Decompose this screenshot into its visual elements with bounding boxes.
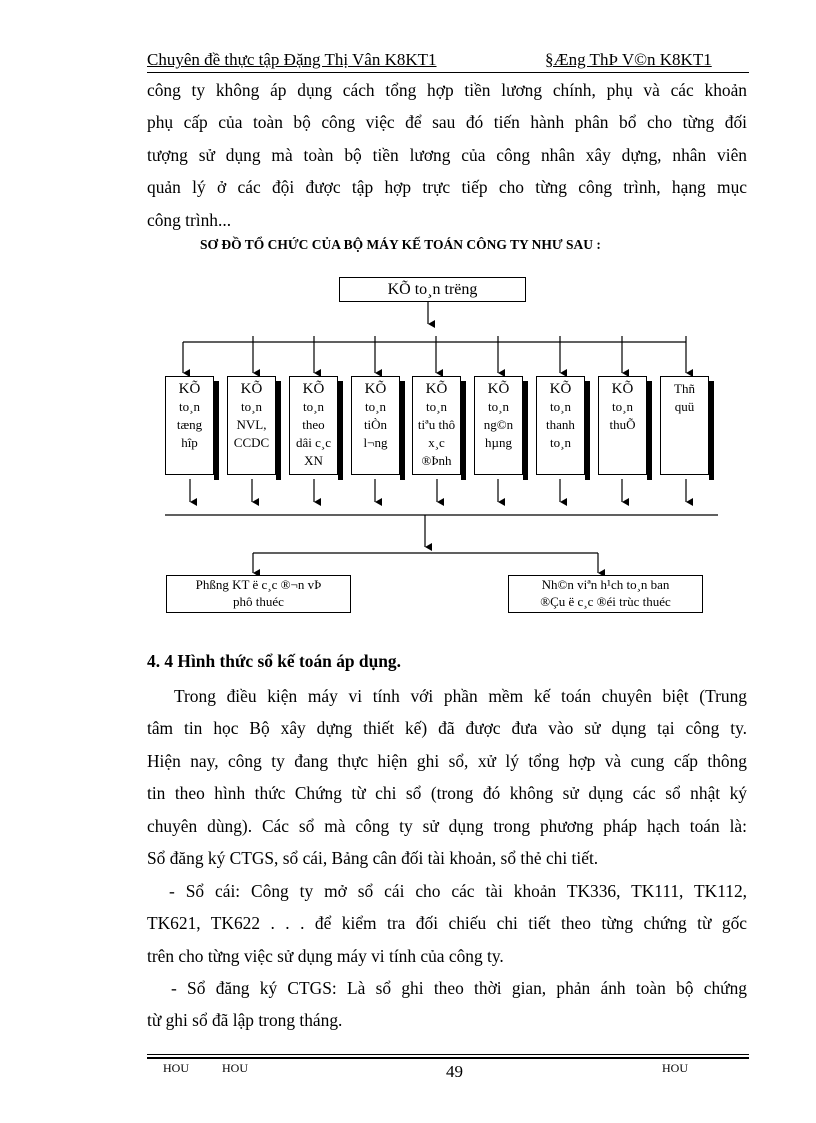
diagram-title: SƠ ĐỒ TỔ CHỨC CỦA BỘ MÁY KẾ TOÁN CÔNG TY NHƯ SAU : (200, 237, 601, 252)
dept-box (474, 376, 523, 475)
text-line: Trong điều kiện máy vi tính với phần mềm kế toán chuyên biệt (Trung (174, 686, 747, 706)
dept-box-line: tiªu thô (417, 417, 456, 432)
dept-box-line: KÕ (364, 381, 387, 397)
dept-box-line: hµng (485, 435, 512, 450)
dept-box-line: to¸n (303, 399, 324, 414)
dept-box-line: tiÒn (363, 417, 388, 432)
dept-box-line: KÕ (425, 381, 448, 397)
branch-dept-line: Phßng KT ë c¸c ®¬n vÞ (195, 577, 322, 592)
dept-box-line: hîp (181, 435, 198, 450)
dept-box-line: KÕ (240, 381, 263, 397)
dept-box (660, 376, 709, 475)
dept-box-line: to¸n (550, 435, 571, 450)
dept-box-line: to¸n (365, 399, 386, 414)
section-paragraph-1 (147, 680, 747, 874)
chief-accountant-box (339, 277, 526, 302)
text-line: - Sổ đăng ký CTGS: Là sổ ghi theo thời gian, phản ánh toàn bộ chứng (171, 978, 747, 998)
box-shadow (647, 381, 652, 480)
section-paragraph-2 (147, 875, 747, 972)
dept-box-line: CCDC (233, 435, 270, 450)
box-shadow (523, 381, 528, 480)
dept-box-line: quü (674, 399, 695, 414)
dept-box-line: thanh (546, 417, 575, 432)
text-line: chuyên dùng). Các sổ mà công ty sử dụng trong phương pháp hạch toán là: (147, 815, 747, 836)
box-shadow (461, 381, 466, 480)
dept-box-line: x¸c (428, 435, 445, 450)
text-line: - Sổ cái: Công ty mở sổ cái cho các tài khoản TK336, TK111, TK112, (169, 881, 747, 901)
dept-box-line: KÕ (302, 381, 325, 397)
dept-box-line: to¸n (550, 399, 571, 414)
dept-box (165, 376, 214, 475)
footer-left-1: HOU (163, 1061, 189, 1075)
box-shadow (214, 381, 219, 480)
team-staff-line: ®Çu ë c¸c ®éi trùc thuéc (540, 594, 671, 609)
text-line: Hiện nay, công ty đang thực hiện ghi sổ, xử lý tổng hợp và cung cấp thông (147, 750, 747, 771)
chief-accountant-label: KÕ to¸n trëng (387, 281, 478, 298)
dept-box-line: KÕ (549, 381, 572, 397)
dept-box (412, 376, 461, 475)
text-line: công trình... (147, 209, 232, 230)
box-shadow (276, 381, 281, 480)
dept-box (351, 376, 400, 475)
dept-box-line: XN (304, 453, 323, 468)
dept-box-line: to¸n (612, 399, 633, 414)
page-number: 49 (446, 1062, 463, 1081)
footer-rule (147, 1054, 749, 1055)
dept-box-line: thuÕ (609, 417, 636, 432)
header-right: §Æng ThÞ V©n K8KT1 (545, 50, 712, 69)
dept-box-line: NVL, (236, 417, 267, 432)
footer-right: HOU (662, 1061, 688, 1075)
box-shadow (400, 381, 405, 480)
dept-box-line: theo (302, 417, 325, 432)
text-line: tâm tin học Bộ xây dựng thiết kế) đã được đưa vào sử dụng tại công ty. (147, 718, 747, 739)
text-line: Sổ đăng ký CTGS, sổ cái, Bảng cân đối tài khoản, sổ thẻ chi tiết. (147, 848, 599, 869)
dept-box (598, 376, 647, 475)
dept-box (289, 376, 338, 475)
dept-box (227, 376, 276, 475)
dept-box-line: to¸n (426, 399, 447, 414)
text-line: tin theo hình thức Chứng từ chi sổ (trong đó không sử dụng các sổ nhật ký (147, 783, 747, 804)
box-shadow (709, 381, 714, 480)
dept-box-line: l¬ng (363, 435, 388, 450)
text-line: TK621, TK622 . . . để kiểm tra đối chiếu chi tiết theo từng chứng từ gốc (147, 913, 747, 934)
dept-box-line: ®Þnh (421, 453, 452, 468)
section-paragraph-3 (147, 972, 747, 1037)
dept-box-line: ng©n (483, 417, 514, 432)
box-shadow (338, 381, 343, 480)
dept-box-line: KÕ (611, 381, 634, 397)
dept-box-line: tæng (176, 417, 203, 432)
dept-box-line: to¸n (488, 399, 509, 414)
dept-box-line: to¸n (241, 399, 262, 414)
box-shadow (585, 381, 590, 480)
header-left: Chuyên đề thực tập Đặng Thị Vân K8KT1 (147, 50, 437, 69)
dept-box-line: KÕ (487, 381, 510, 397)
text-line: tượng sử dụng mà toàn bộ tiền lương của công nhân xây dựng, nhân viên (147, 144, 747, 165)
footer-left-2: HOU (222, 1061, 248, 1075)
section-heading: 4. 4 Hình thức sổ kế toán áp dụng. (147, 651, 401, 671)
team-staff-box (508, 575, 703, 613)
footer-rule (147, 1057, 749, 1059)
dept-box (536, 376, 585, 475)
branch-dept-box (166, 575, 351, 613)
dept-box-line: Thñ (674, 381, 695, 396)
dept-box-line: KÕ (178, 381, 201, 397)
text-line: công ty không áp dụng cách tổng hợp tiền lương chính, phụ và các khoản (147, 80, 747, 100)
text-line: từ ghi sổ đã lập trong tháng. (147, 1010, 343, 1031)
team-staff-line: Nh©n viªn h¹ch to¸n ban (541, 577, 670, 592)
dept-box-line: dâi c¸c (295, 435, 331, 450)
dept-box-line: to¸n (179, 399, 200, 414)
branch-dept-line: phô thuéc (233, 594, 284, 609)
text-line: phụ cấp của toàn bộ công việc để sau đó tiến hành phân bổ cho từng đối (147, 112, 747, 133)
text-line: quản lý ở các đội được tập hợp trực tiếp cho từng công trình, hạng mục (147, 177, 747, 198)
text-line: trên cho từng việc sử dụng máy vi tính của công ty. (147, 945, 504, 966)
